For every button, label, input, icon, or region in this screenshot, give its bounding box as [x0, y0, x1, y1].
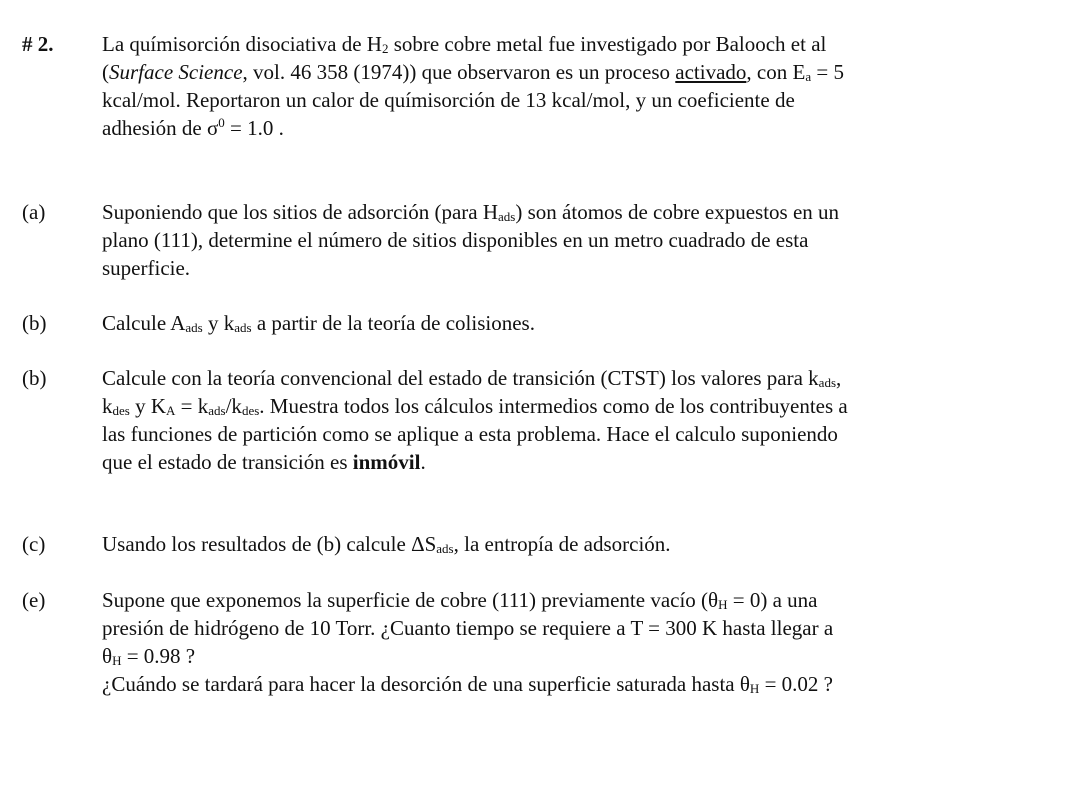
- statement-line-2: (Surface Science, vol. 46 358 (1974)) que observaron es un proceso activado, con $E_a = 5$: [102, 60, 844, 84]
- part-label: (c): [22, 532, 46, 556]
- journal-title: Surface Science: [109, 60, 243, 84]
- problem-number: # 2.: [22, 32, 54, 56]
- part-line: que el estado de transición es inmóvil.: [102, 450, 426, 474]
- part-b-ctst: [22, 364, 1062, 476]
- part-text: [102, 198, 1062, 282]
- part-line: Usando los resultados de (b) calcule $\Delta S_{ads}$, la entropía de adsorción.: [102, 532, 671, 556]
- part-line: las funciones de partición como se aplique a esta problema. Hace el calculo suponiendo: [102, 422, 838, 446]
- part-line: $\theta_H = 0.98$ ?: [102, 644, 196, 668]
- statement-line-4: adhesión de $\sigma^0 = 1.0$ .: [102, 115, 284, 140]
- part-text: [102, 586, 1062, 698]
- statement-line-1: La químisorción disociativa de $H_2$ sobre cobre metal fue investigado por Balooch et al: [102, 32, 827, 56]
- part-line: superficie.: [102, 256, 191, 280]
- part-a: [22, 198, 1062, 282]
- part-line: ¿Cuándo se tardará para hacer la desorción de una superficie saturada hasta $\theta_H = 0.02$ ?: [102, 672, 833, 696]
- part-label: (b): [22, 311, 47, 335]
- part-c: [22, 530, 1062, 558]
- part-text: [102, 309, 1062, 337]
- part-label: (e): [22, 588, 46, 612]
- part-line: Calcule $A_{ads}$ y $k_{ads}$ a partir de la teoría de colisiones.: [102, 311, 535, 335]
- part-line: Supone que exponemos la superficie de cobre (111) previamente vacío $(\theta_H = 0)$ a una: [102, 588, 818, 612]
- part-label: (a): [22, 200, 46, 224]
- part-line: presión de hidrógeno de 10 Torr. ¿Cuanto tiempo se requiere a T = 300 K hasta llegar a: [102, 616, 834, 640]
- problem-statement: [102, 30, 1062, 142]
- part-text: [102, 364, 1062, 476]
- part-line: Calcule con la teoría convencional del estado de transición (CTST) los valores para $k_{ads}$,: [102, 366, 842, 390]
- underlined-term: activado: [675, 60, 747, 84]
- part-label: (b): [22, 366, 47, 390]
- part-line: Suponiendo que los sitios de adsorción (para $H_{ads}$) son átomos de cobre expuestos en un: [102, 200, 840, 224]
- part-line: plano (111), determine el número de sitios disponibles en un metro cuadrado de esta: [102, 228, 809, 252]
- part-line: $k_{des}$ y $K_A = k_{ads}/k_{des}$. Muestra todos los cálculos intermedios como de los contribuyentes a: [102, 394, 848, 418]
- statement-line-3: kcal/mol. Reportaron un calor de químisorción de 13 kcal/mol, y un coeficiente de: [102, 88, 795, 112]
- part-b-collision: [22, 309, 1062, 337]
- part-text: [102, 530, 1062, 558]
- part-e: [22, 586, 1062, 698]
- emphasis-term: inmóvil: [352, 450, 421, 474]
- problem-2: [22, 30, 1062, 142]
